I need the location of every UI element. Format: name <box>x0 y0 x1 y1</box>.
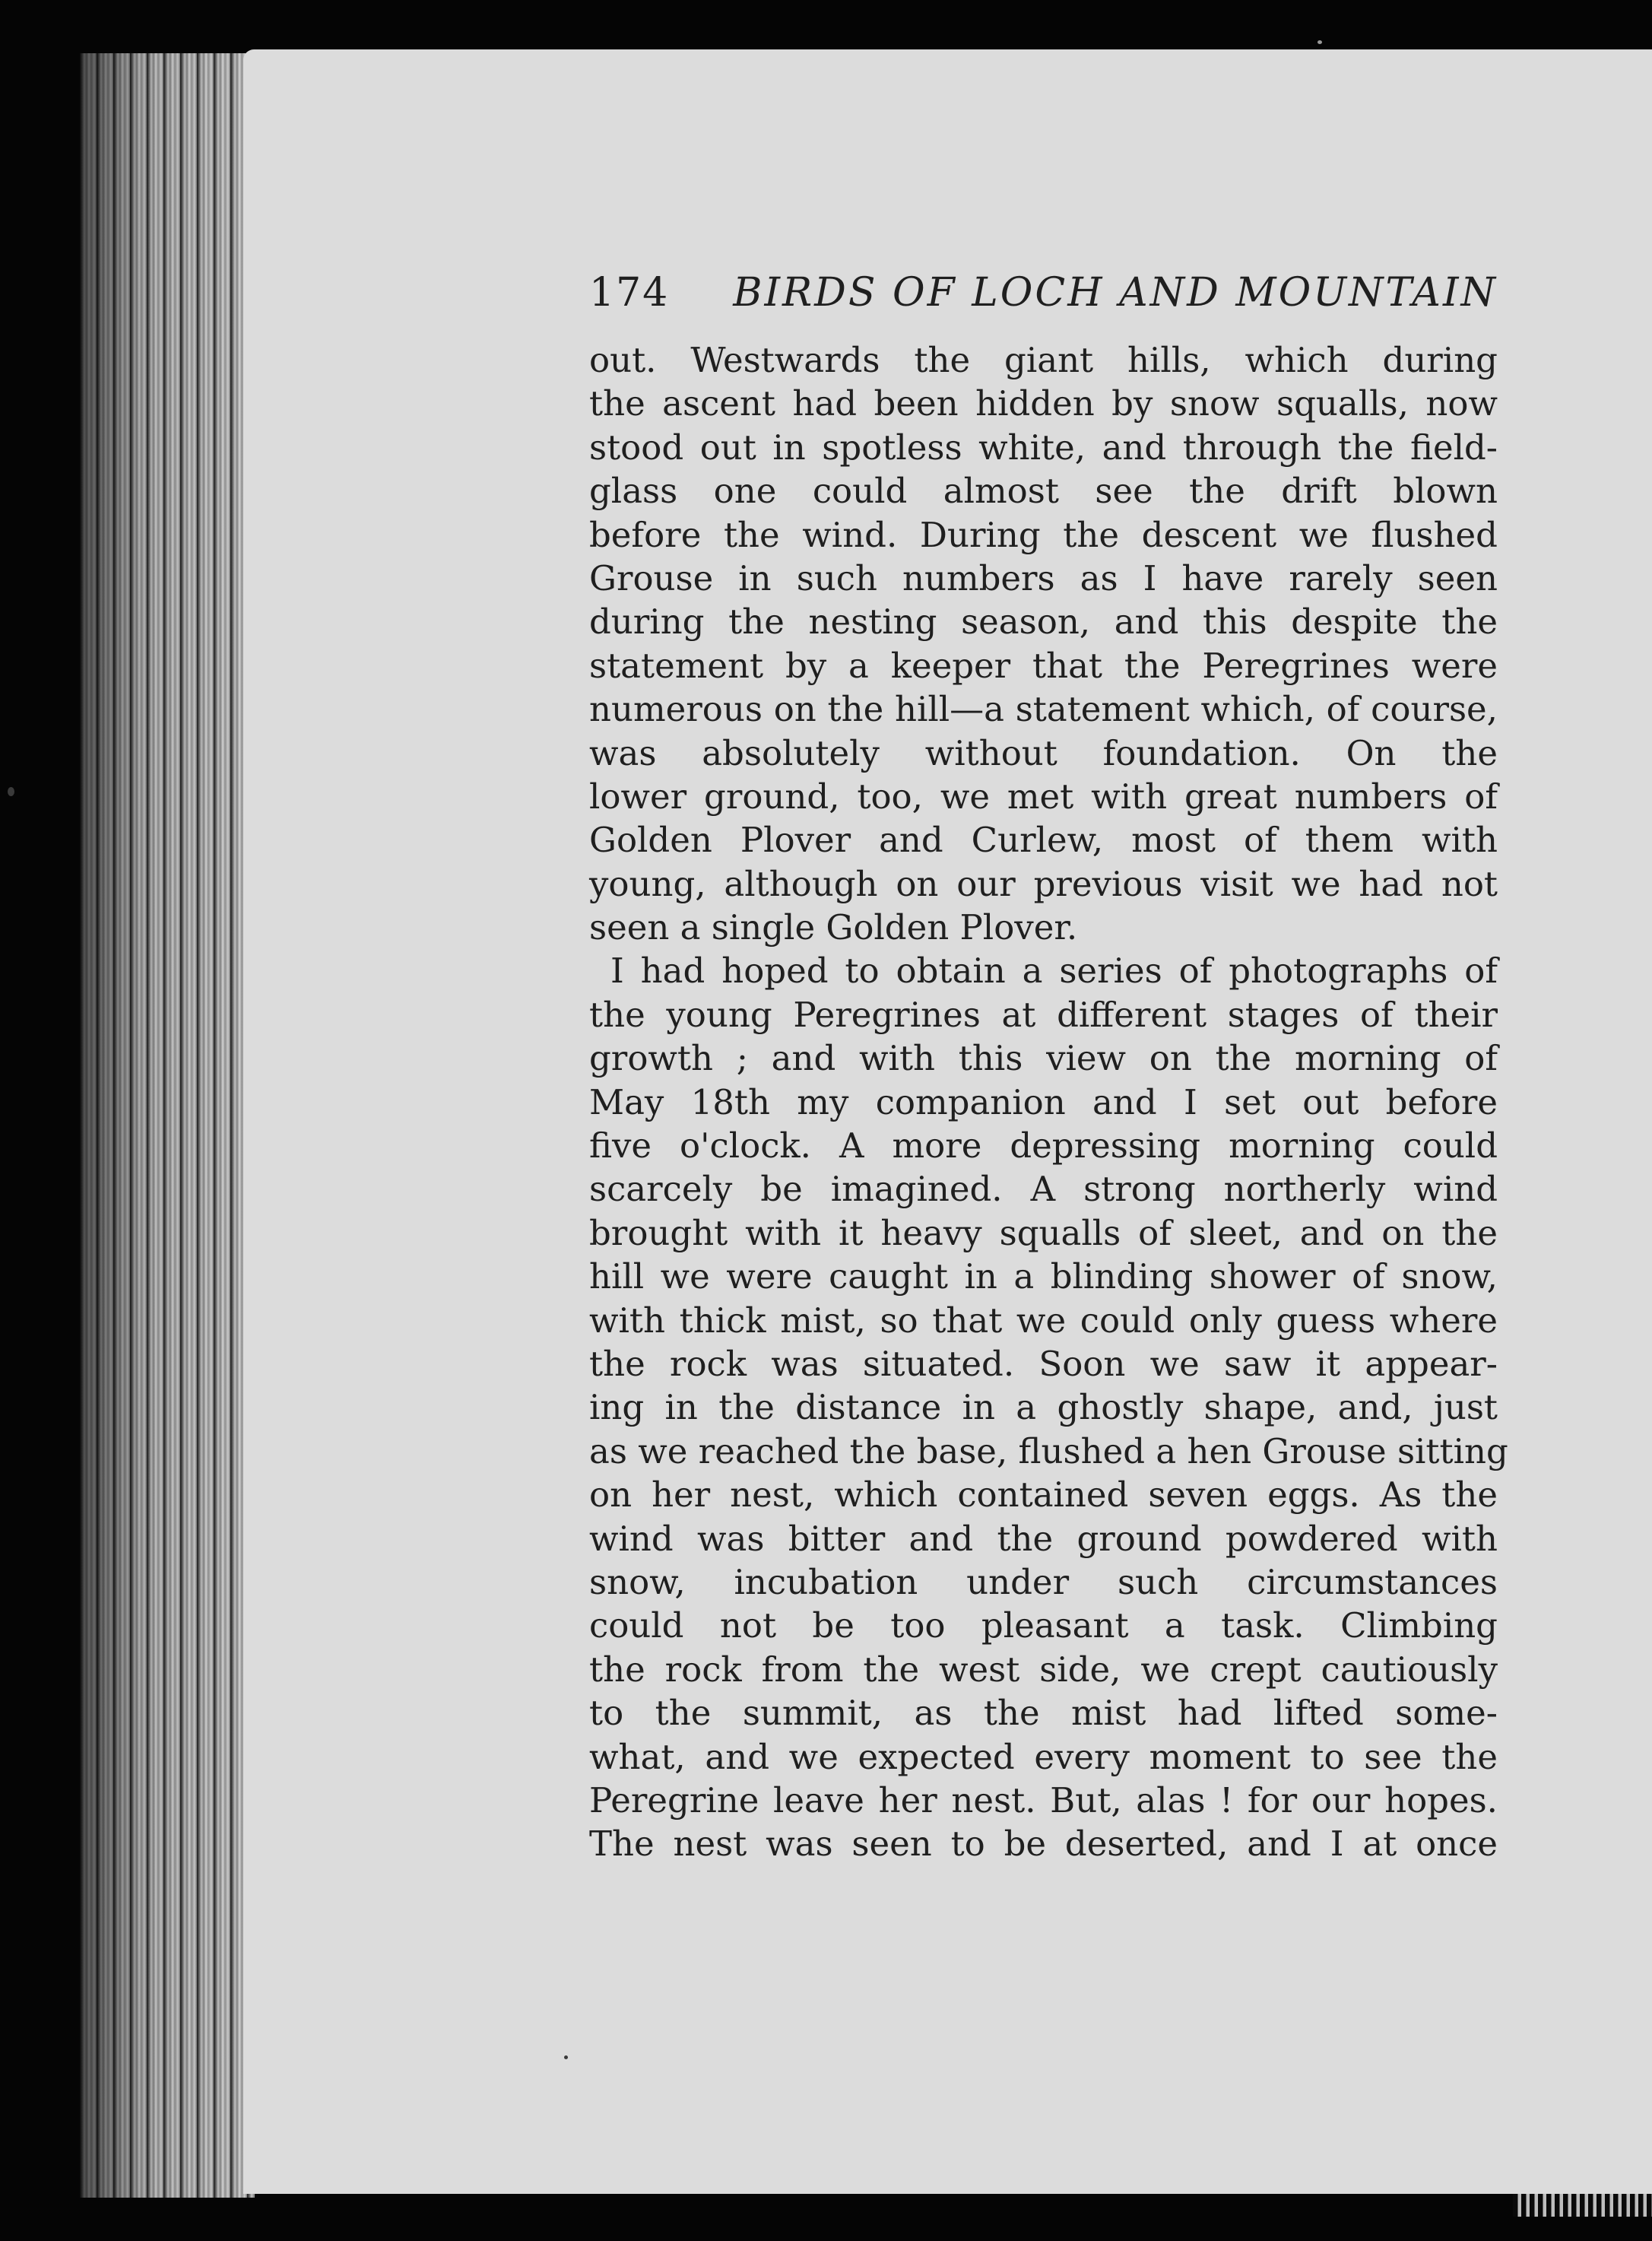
text-line: the ascent had been hidden by snow squalls, now <box>589 383 1498 424</box>
running-head <box>589 270 1498 338</box>
bottom-page-edges <box>1513 2194 1652 2217</box>
text-line: stood out in spotless white, and through the field- <box>589 427 1498 468</box>
text-line: Grouse in such numbers as I have rarely seen <box>589 557 1498 598</box>
text-line: the rock from the west side, we crept cautiously <box>589 1649 1498 1690</box>
paragraph-start-line: I had hoped to obtain a series of photographs of <box>610 951 1498 992</box>
page-edges-shadow <box>80 53 255 2198</box>
text-line: was absolutely without foundation. On the <box>589 732 1498 773</box>
text-line: before the wind. During the descent we flushed <box>589 514 1498 555</box>
speck-mark <box>1317 40 1322 44</box>
text-line: to the summit, as the mist had lifted some- <box>589 1693 1498 1734</box>
text-line: May 18th my companion and I set out before <box>589 1081 1498 1122</box>
text-line: on her nest, which contained seven eggs. As the <box>589 1474 1498 1516</box>
page-number: 174 <box>589 270 670 316</box>
text-line: growth ; and with this view on the morning of <box>589 1038 1498 1079</box>
speck-mark <box>8 787 14 796</box>
text-line: lower ground, too, we met with great numbers of <box>589 776 1498 817</box>
text-line: ing in the distance in a ghostly shape, and, just <box>589 1387 1498 1428</box>
text-line: brought with it heavy squalls of sleet, and on the <box>589 1212 1498 1253</box>
text-line: statement by a keeper that the Peregrines were <box>589 645 1498 686</box>
text-line: Peregrine leave her nest. But, alas ! for our hopes. <box>589 1779 1498 1820</box>
text-line: with thick mist, so that we could only guess where <box>589 1300 1498 1341</box>
text-line: The nest was seen to be deserted, and I at once <box>589 1824 1498 1865</box>
text-line: scarcely be imagined. A strong northerly wind <box>589 1169 1498 1210</box>
text-line: five o'clock. A more depressing morning could <box>589 1125 1498 1167</box>
text-line: wind was bitter and the ground powdered with <box>589 1518 1498 1559</box>
text-line: could not be too pleasant a task. Climbing <box>589 1605 1498 1646</box>
text-line: numerous on the hill—a statement which, of course, <box>589 689 1498 730</box>
text-line: what, and we expected every moment to see the <box>589 1736 1498 1777</box>
page-text <box>589 270 1508 1866</box>
text-line: hill we were caught in a blinding shower of snow, <box>589 1256 1498 1297</box>
text-line: out. Westwards the giant hills, which during <box>589 340 1498 380</box>
text-line: as we reached the base, flushed a hen Grouse sitting <box>589 1430 1508 1471</box>
text-line: the young Peregrines at different stages of their <box>589 994 1498 1035</box>
running-title: BIRDS OF LOCH AND MOUNTAIN <box>733 270 1498 316</box>
speck-mark <box>564 2055 568 2059</box>
text-line: the rock was situated. Soon we saw it appear- <box>589 1343 1498 1384</box>
text-line: glass one could almost see the drift blown <box>589 471 1498 512</box>
text-line: during the nesting season, and this despite the <box>589 602 1498 643</box>
text-line: young, although on our previous visit we had not <box>589 863 1498 904</box>
text-line: Golden Plover and Curlew, most of them with <box>589 820 1498 861</box>
text-line: snow, incubation under such circumstances <box>589 1561 1498 1602</box>
paragraph-end-line: seen a single Golden Plover. <box>589 907 1078 948</box>
